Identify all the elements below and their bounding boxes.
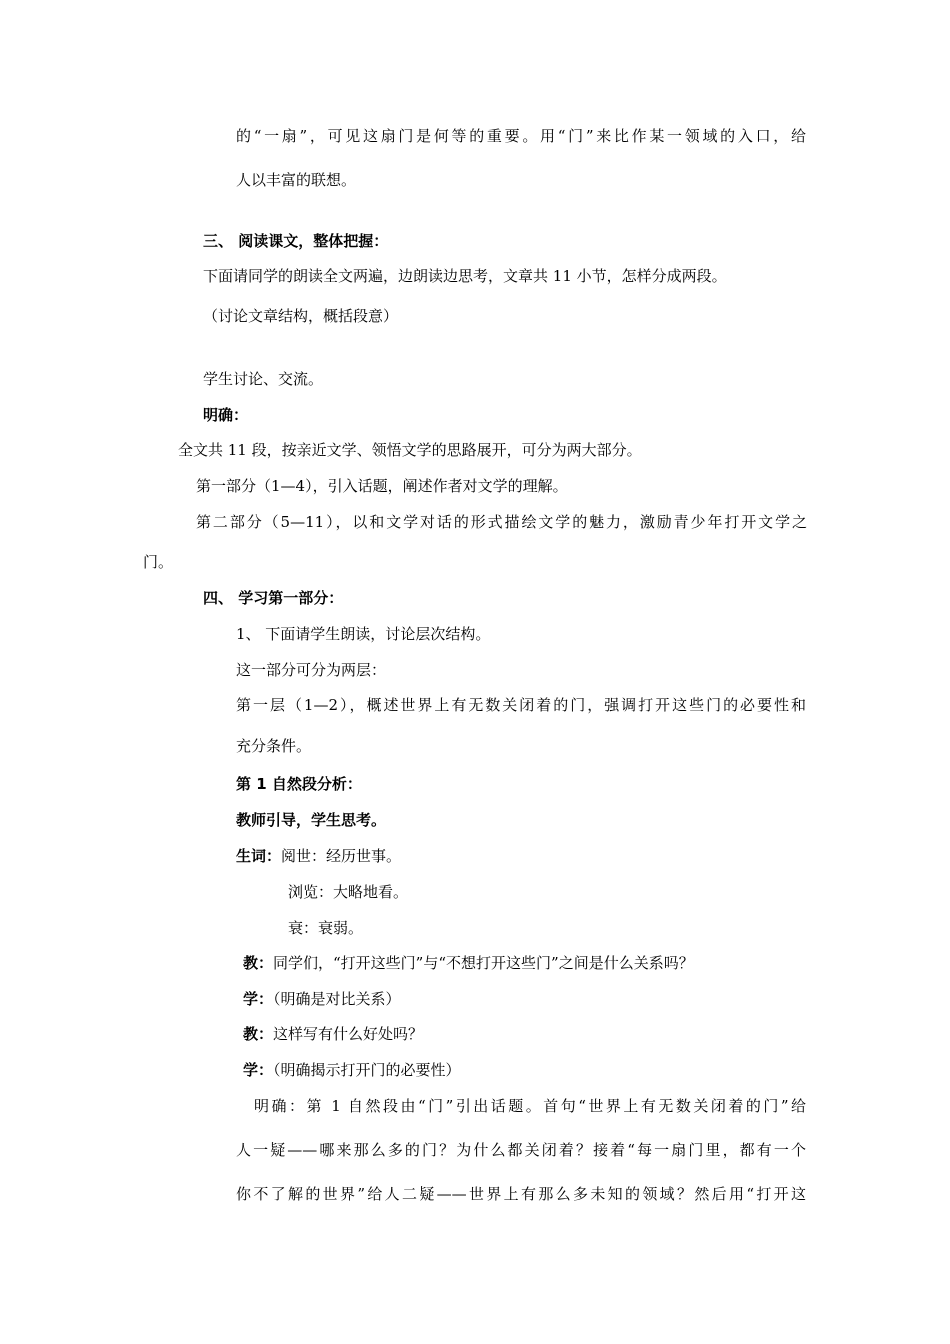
paragraph-line: 明确：第 1 自然段由“门”引出话题。首句“世界上有无数关闭着的门”给 xyxy=(254,1097,806,1115)
student-label: 学： xyxy=(243,990,274,1008)
paragraph-line: 第一层（1—2），概述世界上有无数关闭着的门，强调打开这些门的必要性和 xyxy=(236,696,806,714)
vocab-line xyxy=(236,846,401,866)
paragraph-line: 全文共 11 段，按亲近文学、领悟文学的思路展开，可分为两大部分。 xyxy=(178,441,642,459)
paragraph-line: 的“一扇”，可见这扇门是何等的重要。用“门”来比作某一领域的入口，给 xyxy=(236,127,806,145)
teacher-label: 教： xyxy=(243,954,274,972)
dialogue-line xyxy=(243,953,694,973)
paragraph-line: （讨论文章结构，概括段意） xyxy=(203,307,399,325)
teacher-label: 教： xyxy=(243,1025,274,1043)
dialogue-line xyxy=(243,989,401,1009)
vocab-item: 阅世：经历世事。 xyxy=(281,847,402,865)
vocab-item: 浏览：大略地看。 xyxy=(288,883,409,901)
vocab-label: 生词： xyxy=(236,847,282,865)
dialogue-text: （明确是对比关系） xyxy=(273,990,401,1008)
student-label: 学： xyxy=(243,1061,274,1079)
paragraph-line: 你不了解的世界”给人二疑——世界上有那么多未知的领域？然后用“打开这 xyxy=(236,1185,806,1203)
dialogue-line xyxy=(243,1060,461,1080)
paragraph-line: 人以丰富的联想。 xyxy=(236,171,357,189)
paragraph-line: 学生讨论、交流。 xyxy=(203,370,324,388)
paragraph-line: 充分条件。 xyxy=(236,737,312,755)
subheading: 教师引导，学生思考。 xyxy=(236,811,387,829)
dialogue-text: 这样写有什么好处吗？ xyxy=(273,1025,424,1043)
paragraph-line: 人一疑——哪来那么多的门？为什么都关闭着？接着“每一扇门里，都有一个 xyxy=(236,1141,806,1159)
dialogue-text: （明确揭示打开门的必要性） xyxy=(273,1061,461,1079)
section-heading-4: 四、 学习第一部分： xyxy=(203,589,344,607)
paragraph-line: 门。 xyxy=(143,553,174,571)
dialogue-line xyxy=(243,1024,423,1044)
paragraph-line: 1、 下面请学生朗读，讨论层次结构。 xyxy=(236,625,491,643)
paragraph-line: 这一部分可分为两层： xyxy=(236,661,387,679)
section-heading-3: 三、 阅读课文，整体把握： xyxy=(203,232,389,250)
paragraph-line: 第一部分（1—4），引入话题，阐述作者对文学的理解。 xyxy=(196,477,568,495)
vocab-item: 衰：衰弱。 xyxy=(288,919,364,937)
paragraph-line: 下面请同学的朗读全文两遍，边朗读边思考，文章共 11 小节，怎样分成两段。 xyxy=(203,267,727,285)
answer-label: 明确： xyxy=(203,406,249,424)
subheading: 第 1 自然段分析： xyxy=(236,775,362,793)
paragraph-line: 第二部分（5—11），以和文学对话的形式描绘文学的魅力，激励青少年打开文学之 xyxy=(196,513,807,531)
dialogue-text: 同学们，“打开这些门”与“不想打开这些门”之间是什么关系吗？ xyxy=(273,954,694,972)
